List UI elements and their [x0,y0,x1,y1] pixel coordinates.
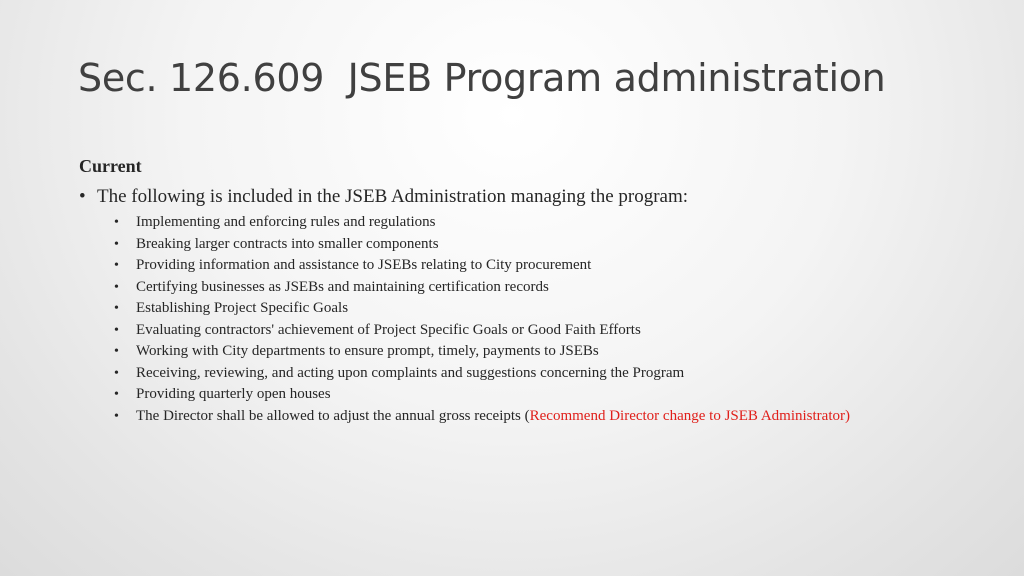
slide-title: Sec. 126.609 JSEB Program administration [78,56,886,100]
bullet-icon: • [114,215,119,230]
list-item-text: Providing quarterly open houses [136,386,331,402]
list-item-text: Working with City departments to ensure prompt, timely, payments to JSEBs [136,343,599,359]
list-item [114,320,850,342]
list-item [114,341,850,363]
duties-list [114,212,850,427]
list-item [114,234,850,256]
bullet-icon: • [114,387,119,402]
intro-text: The following is included in the JSEB Administration managing the program: [97,186,689,207]
bullet-icon: • [114,301,119,316]
intro-bullet [79,186,688,208]
list-item [114,277,850,299]
bullet-icon: • [114,236,119,252]
list-item-text: Certifying businesses as JSEBs and maintaining certification records [136,278,549,295]
section-heading: Current [79,156,142,176]
bullet-icon: • [114,322,119,338]
bullet-icon: • [114,279,119,295]
list-item-text: Breaking larger contracts into smaller components [136,235,439,252]
list-item [114,384,850,406]
recommendation-note: Recommend Director change to JSEB Administrator) [529,407,850,424]
bullet-icon: • [114,258,119,273]
list-item [114,406,850,428]
list-item-text: Evaluating contractors' achievement of Project Specific Goals or Good Faith Efforts [136,321,641,338]
list-item-text: Establishing Project Specific Goals [136,300,349,316]
bullet-icon: • [114,408,119,424]
list-item [114,212,850,234]
list-item-text: Providing information and assistance to JSEBs relating to City procurement [136,257,592,273]
list-item-text: The Director shall be allowed to adjust the annual gross receipts ( [136,407,530,424]
bullet-icon: • [114,344,119,359]
list-item [114,298,850,320]
list-item-text: Implementing and enforcing rules and regulations [136,214,436,230]
list-item-text: Receiving, reviewing, and acting upon complaints and suggestions concerning the Program [136,364,685,381]
bullet-icon: • [79,186,86,207]
bullet-icon: • [114,365,119,381]
list-item [114,255,850,277]
list-item [114,363,850,385]
